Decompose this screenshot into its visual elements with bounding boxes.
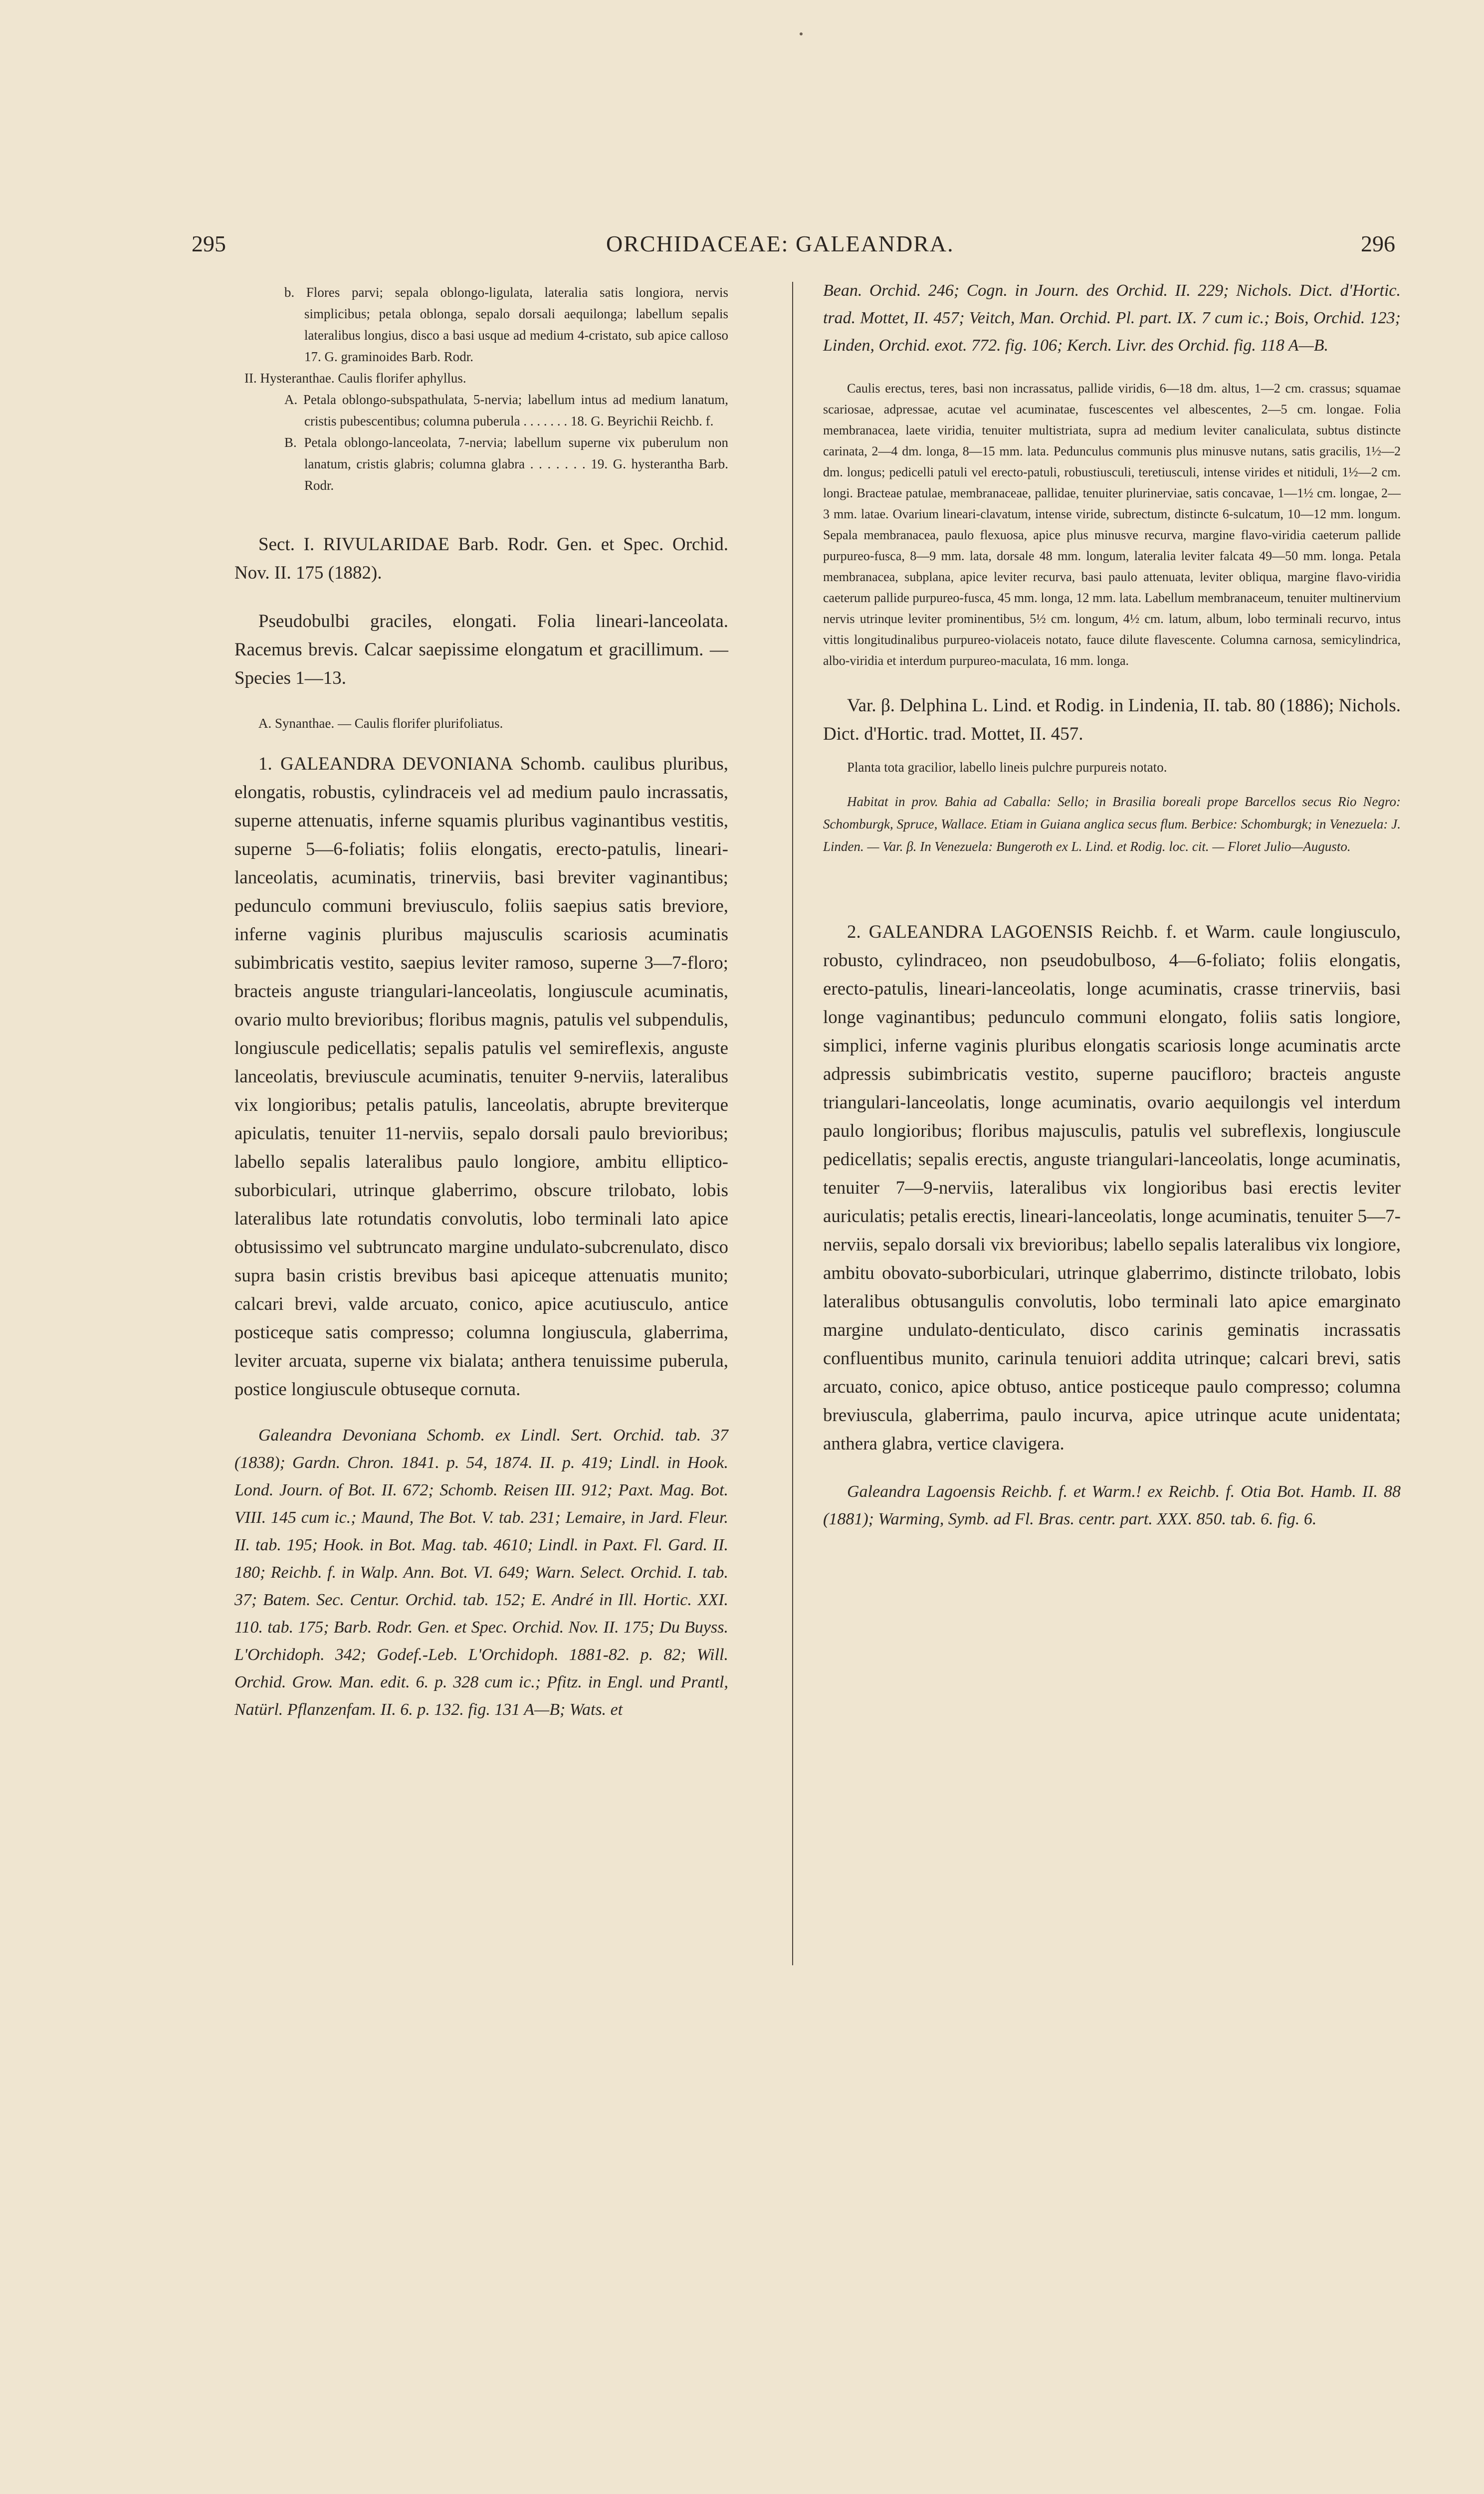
column-divider: [792, 282, 793, 1965]
key-group-hysteranthae: II. Hysteranthae. Caulis florifer aphyllus.: [244, 371, 466, 386]
subsection-heading: A. Synanthae. — Caulis florifer plurifoliatus.: [258, 716, 503, 731]
key-entry-b2: B. Petala oblongo-lanceolata, 7-nervia; labellum superne vix puberulum non lanatum, cristis glabris; columna glabra . . . . . . . 19. G. hysterantha Barb. Rodr.: [284, 435, 728, 493]
species-key: [244, 282, 728, 496]
right-column: [823, 277, 1401, 1533]
page-number-left: 295: [192, 231, 226, 256]
variety-heading: Var. β. Delphina L. Lind. et Rodig. in Lindenia, II. tab. 80 (1886); Nichols. Dict. d'Hortic. trad. Mottet, II. 457.: [823, 695, 1401, 744]
species-1-description: 1. GALEANDRA DEVONIANA Schomb. caulibus pluribus, elongatis, robustis, cylindraceis vel ad medium paulo incrassatis, superne attenuatis, inferne squamis pluribus vaginantibus vestitis, superne 5—6-foliatis; foliis elongatis, erecto-patulis, lineari-lanceolatis, acuminatis, trinerviis, basi breviter vaginantibus; pedunculo communi breviusculo, foliis saepius satis breviore, inferne vaginis pluribus majusculis scariosis acuminatis subimbricatis vestito, saepius leviter ramoso, superne 3—7-floro; bracteis anguste triangulari-lanceolatis, longiuscule acuminatis, ovario multo brevioribus; floribus magnis, patulis vel subpendulis, longiuscule pedicellatis; sepalis patulis vel semireflexis, anguste lanceolatis, breviuscule acuminatis, tenuiter 9-nerviis, lateralibus vix longioribus; petalis patulis, lanceolatis, abrupte breviterque apiculatis, tenuiter 11-nerviis, sepalo dorsali paulo brevioribus; labello sepalis lateralibus paulo longiore, ambitu elliptico-suborbiculari, utrinque glaberrimo, obscure trilobato, lobis lateralibus late rotundatis convolutis, lobo terminali lato apice obtusissimo vel subtruncato margine undulato-subcrenulato, disco supra basin cristis brevibus basi apiceque attenuatis munito; calcari brevi, valde arcuato, conico, apice acutiusculo, antice posticeque satis compresso; columna longiuscula, glaberrima, leviter arcuata, superne vix bialata; anthera tenuissime puberula, postice longiuscule obtuseque cornuta.: [234, 754, 728, 1400]
speck: [800, 32, 803, 35]
page-header: [0, 230, 1484, 265]
citations-continued: Bean. Orchid. 246; Cogn. in Journ. des Orchid. II. 229; Nichols. Dict. d'Hortic. trad. Mottet, II. 457; Veitch, Man. Orchid. Pl. part. IX. 7 cum ic.; Bois, Orchid. 123; Linden, Orchid. exot. 772. fig. 106; Kerch. Livr. des Orchid. fig. 118 A—B.: [823, 281, 1401, 355]
habitat: Habitat in prov. Bahia ad Caballa: Sello; in Brasilia boreali prope Barcellos secus Rio Negro: Schomburgk, Spruce, Wallace. Etiam in Guiana anglica secus flum. Berbice: Schomburgk; in Venezuela: J. Linden. — Var. β. In Venezuela: Bungeroth ex L. Lind. et Rodig. loc. cit. — Floret Julio—Augusto.: [823, 794, 1401, 854]
species-1-citations: Galeandra Devoniana Schomb. ex Lindl. Sert. Orchid. tab. 37 (1838); Gardn. Chron. 1841. p. 54, 1874. II. p. 419; Lindl. in Hook. Lond. Journ. of Bot. II. 672; Schomb. Reisen III. 912; Paxt. Mag. Bot. VIII. 145 cum ic.; Maund, The Bot. V. tab. 231; Lemaire, in Jard. Fleur. II. tab. 195; Hook. in Bot. Mag. tab. 4610; Lindl. in Paxt. Fl. Gard. II. 180; Reichb. f. in Walp. Ann. Bot. VI. 649; Warn. Select. Orchid. I. tab. 37; Batem. Sec. Centur. Orchid. tab. 152; E. André in Ill. Hortic. XXI. 110. tab. 175; Barb. Rodr. Gen. et Spec. Orchid. Nov. II. 175; Du Buyss. L'Orchidoph. 342; Godef.-Leb. L'Orchidoph. 1881-82. p. 82; Will. Orchid. Grow. Man. edit. 6. p. 328 cum ic.; Pfitz. in Engl. und Prantl, Natürl. Pflanzenfam. II. 6. p. 132. fig. 131 A—B; Wats. et: [234, 1426, 728, 1719]
section-description: Pseudobulbi graciles, elongati. Folia lineari-lanceolata. Racemus brevis. Calcar saepissime elongatum et gracillimum. — Species 1—13.: [234, 611, 728, 688]
key-entry-b: b. Flores parvi; sepala oblongo-ligulata, lateralia satis longiora, nervis simplicibus; petala oblonga, sepalo dorsali aequilonga; labellum sepalis lateralibus longius, disco a basi usque ad medium 4-cristato, sub apice calloso 17. G. graminoides Barb. Rodr.: [284, 285, 728, 364]
section-heading: Sect. I. RIVULARIDAE Barb. Rodr. Gen. et Spec. Orchid. Nov. II. 175 (1882).: [234, 534, 728, 583]
running-title: ORCHIDACEAE: GALEANDRA.: [606, 231, 954, 256]
variety-description: Planta tota gracilior, labello lineis pulchre purpureis notato.: [847, 760, 1167, 775]
species-2-description: 2. GALEANDRA LAGOENSIS Reichb. f. et Warm. caule longiusculo, robusto, cylindraceo, non pseudobulboso, 4—6-foliato; foliis elongatis, erecto-patulis, lineari-lanceolatis, longe acuminatis, crasse trinerviis, basi longe vaginantibus; pedunculo communi elongato, foliis satis longiore, simplici, inferne vaginis pluribus elongatis scariosis longe acuminatis arcte adpressis subimbricatis vestito, superne paucifloro; bracteis anguste triangulari-lanceolatis, longe acuminatis, ovario aequilongis vel interdum paulo longioribus; floribus majusculis, patulis vel subreflexis, longiuscule pedicellatis; sepalis erectis, anguste triangulari-lanceolatis, longe acuminatis, tenuiter 7—9-nerviis, lateralibus vix longioribus basi erectis leviter auriculatis; petalis erectis, lineari-lanceolatis, longe acuminatis, tenuiter 5—7-nerviis, sepalo dorsali vix brevioribus; labello sepalis lateralibus vix longiore, ambitu obovato-suborbiculari, utrinque glaberrimo, distincte trilobato, lobis lateralibus obtusangulis convolutis, lobo terminali lato apice emarginato margine undulato-denticulato, disco carinis geminatis incrassatis confluentibus munito, carinula tenuiori addita utrinque; calcari brevi, satis arcuato, conico, apice obtuso, antice posticeque paulo compresso; columna breviuscula, glaberrima, paulo incurva, apice utrinque acute unidentata; anthera glabra, vertice clavigera.: [823, 922, 1401, 1454]
left-column: [234, 282, 728, 1723]
species-1-detailed-description: Caulis erectus, teres, basi non incrassatus, pallide viridis, 6—18 dm. altus, 1—2 cm. crassus; squamae scariosae, adpressae, acutae vel acuminatae, fuscescentes vel albescentes, 2—5 cm. longae. Folia membranacea, laete viridia, tenuiter multistriata, supra ad medium leviter canaliculata, subtus distincte carinata, 2—4 dm. longa, 8—15 mm. lata. Pedunculus communis plus minusve nutans, satis gracilis, 1½—2 dm. longus; pedicelli patuli vel erecto-patuli, robustiusculi, teretiusculi, intense virides et nitiduli, 1½—2 cm. longi. Bracteae patulae, membranaceae, pallidae, tenuiter plurinerviae, satis concavae, 1—1½ cm. longae, 2—3 mm. latae. Ovarium lineari-clavatum, intense viride, subrectum, distincte 6-sulcatum, 10—12 mm. longum. Sepala membranacea, paulo flexuosa, apice plus minusve recurva, margine flavo-viridia caeterum pallide purpureo-fusca, 8—9 mm. lata, dorsale 48 mm. longum, lateralia leviter falcata 49—50 mm. longa. Petala membranacea, subplana, apice leviter recurva, basi paulo attenuata, leviter obliqua, margine flavo-viridia caeterum pallide purpureo-fusca, 45 mm. longa, 12 mm. lata. Labellum membranaceum, tenuiter multinervium nervis utrinque leviter prominentibus, 5½ cm. longum, 4½ cm. latum, album, lobo terminali recurvo, intus vittis longitudinalibus purpureo-violaceis notato, fauce dilute flavescente. Columna carnosa, semicylindrica, albo-viridia et interdum purpureo-maculata, 16 mm. longa.: [823, 381, 1401, 668]
species-2-citations: Galeandra Lagoensis Reichb. f. et Warm.! ex Reichb. f. Otia Bot. Hamb. II. 88 (1881); Warming, Symb. ad Fl. Bras. centr. part. XXX. 850. tab. 6. fig. 6.: [823, 1482, 1401, 1528]
key-entry-a: A. Petala oblongo-subspathulata, 5-nervia; labellum intus ad medium lanatum, cristis pubescentibus; columna puberula . . . . . . . 18. G. Beyrichii Reichb. f.: [284, 392, 728, 428]
page-number-right: 296: [1361, 231, 1395, 256]
